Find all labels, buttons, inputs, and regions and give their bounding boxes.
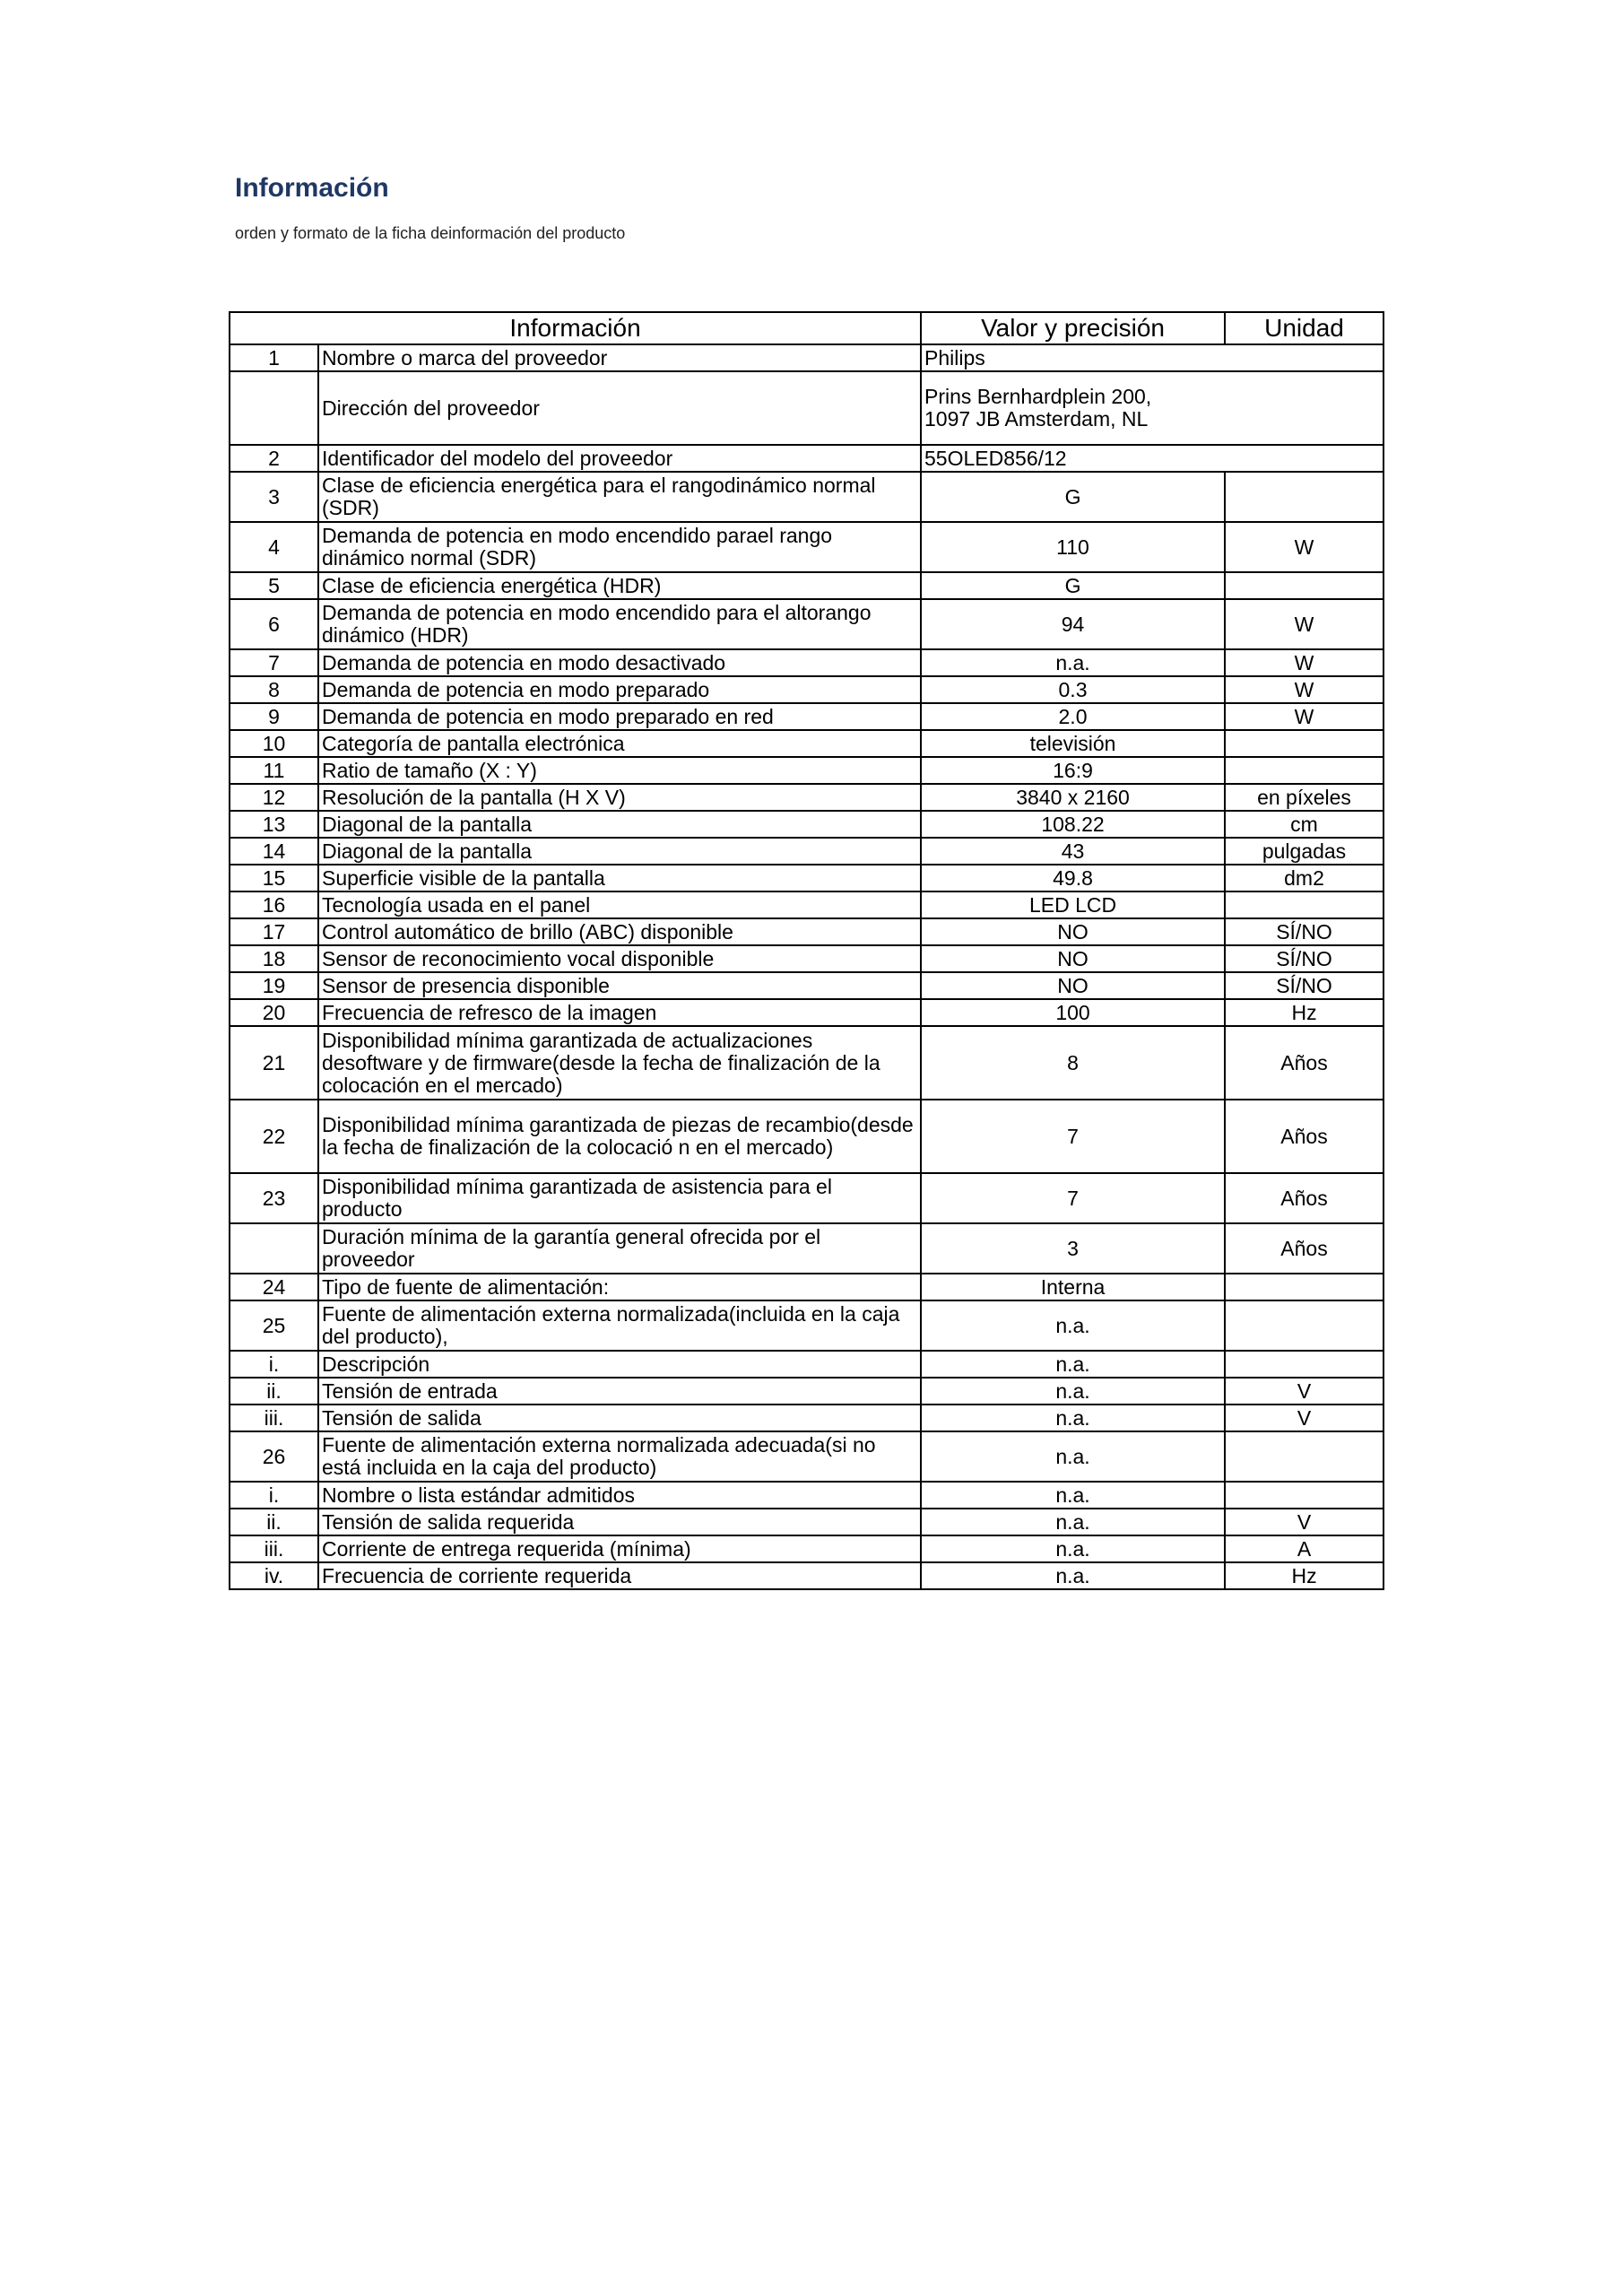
- row-value: NO: [921, 945, 1225, 972]
- row-number: 1: [230, 344, 318, 371]
- row-description: Demanda de potencia en modo desactivado: [318, 649, 921, 676]
- row-value: 2.0: [921, 703, 1225, 730]
- row-description: Disponibilidad mínima garantizada de asistencia para el producto: [318, 1173, 921, 1223]
- table-row: [230, 1026, 1383, 1100]
- row-number: 25: [230, 1300, 318, 1351]
- row-value: 94: [921, 599, 1225, 649]
- row-unit: Hz: [1225, 1562, 1383, 1589]
- row-value: n.a.: [921, 1378, 1225, 1405]
- row-unit: [1225, 1351, 1383, 1378]
- row-number: 21: [230, 1026, 318, 1100]
- row-number: iii.: [230, 1405, 318, 1431]
- product-info-table: [229, 311, 1384, 1590]
- table-row: [230, 1378, 1383, 1405]
- table-row: [230, 1405, 1383, 1431]
- row-value: 0.3: [921, 676, 1225, 703]
- row-value: Philips: [921, 344, 1383, 371]
- table-row: [230, 599, 1383, 649]
- row-description: Nombre o lista estándar admitidos: [318, 1482, 921, 1509]
- row-value: 110: [921, 522, 1225, 572]
- row-description: Diagonal de la pantalla: [318, 811, 921, 838]
- row-number: 4: [230, 522, 318, 572]
- row-description: Identificador del modelo del proveedor: [318, 445, 921, 472]
- table-row: [230, 838, 1383, 865]
- row-unit: SÍ/NO: [1225, 918, 1383, 945]
- row-value: 55OLED856/12: [921, 445, 1383, 472]
- row-number: 23: [230, 1173, 318, 1223]
- row-value: G: [921, 472, 1225, 522]
- row-number: iii.: [230, 1535, 318, 1562]
- row-number: i.: [230, 1351, 318, 1378]
- row-description: Clase de eficiencia energética para el rangodinámico normal (SDR): [318, 472, 921, 522]
- row-unit: V: [1225, 1509, 1383, 1535]
- row-unit: Años: [1225, 1026, 1383, 1100]
- row-description: Sensor de reconocimiento vocal disponible: [318, 945, 921, 972]
- row-number: 24: [230, 1274, 318, 1300]
- table-row: [230, 649, 1383, 676]
- row-value: 7: [921, 1173, 1225, 1223]
- row-description: Superficie visible de la pantalla: [318, 865, 921, 891]
- row-number: 8: [230, 676, 318, 703]
- row-number: 12: [230, 784, 318, 811]
- row-unit: en píxeles: [1225, 784, 1383, 811]
- row-value: n.a.: [921, 1300, 1225, 1351]
- row-unit: A: [1225, 1535, 1383, 1562]
- row-number: ii.: [230, 1509, 318, 1535]
- table-row: [230, 972, 1383, 999]
- table-row: [230, 371, 1383, 445]
- header-information: Información: [230, 312, 921, 344]
- row-unit: [1225, 1274, 1383, 1300]
- row-value: 3840 x 2160: [921, 784, 1225, 811]
- row-description: Fuente de alimentación externa normalizada adecuada(si no está incluida en la caja del producto): [318, 1431, 921, 1482]
- row-description: Tecnología usada en el panel: [318, 891, 921, 918]
- table-row: [230, 344, 1383, 371]
- row-number: 18: [230, 945, 318, 972]
- row-value: 43: [921, 838, 1225, 865]
- row-value: televisión: [921, 730, 1225, 757]
- row-unit: V: [1225, 1378, 1383, 1405]
- row-number: 10: [230, 730, 318, 757]
- row-number: [230, 371, 318, 445]
- table-header-row: [230, 312, 1383, 344]
- row-description: Control automático de brillo (ABC) disponible: [318, 918, 921, 945]
- row-value: n.a.: [921, 1562, 1225, 1589]
- row-description: Frecuencia de corriente requerida: [318, 1562, 921, 1589]
- row-unit: Años: [1225, 1223, 1383, 1274]
- row-value: n.a.: [921, 1482, 1225, 1509]
- row-unit: [1225, 730, 1383, 757]
- row-unit: [1225, 1300, 1383, 1351]
- row-value: 8: [921, 1026, 1225, 1100]
- row-unit: W: [1225, 676, 1383, 703]
- row-description: Clase de eficiencia energética (HDR): [318, 572, 921, 599]
- table-row: [230, 472, 1383, 522]
- page-subtitle: orden y formato de la ficha deinformación del producto: [235, 224, 626, 242]
- row-description: Categoría de pantalla electrónica: [318, 730, 921, 757]
- row-description: Resolución de la pantalla (H X V): [318, 784, 921, 811]
- row-value: 108.22: [921, 811, 1225, 838]
- row-value: NO: [921, 972, 1225, 999]
- row-unit: [1225, 472, 1383, 522]
- row-value: 3: [921, 1223, 1225, 1274]
- row-unit: cm: [1225, 811, 1383, 838]
- table-row: [230, 1223, 1383, 1274]
- table-body: [230, 344, 1383, 1589]
- table-row: [230, 676, 1383, 703]
- row-description: Frecuencia de refresco de la imagen: [318, 999, 921, 1026]
- table-row: [230, 811, 1383, 838]
- row-description: Fuente de alimentación externa normalizada(incluida en la caja del producto),: [318, 1300, 921, 1351]
- row-value: n.a.: [921, 1535, 1225, 1562]
- row-description: Ratio de tamaño (X : Y): [318, 757, 921, 784]
- row-value: n.a.: [921, 1431, 1225, 1482]
- row-number: 11: [230, 757, 318, 784]
- table-row: [230, 1509, 1383, 1535]
- row-value: n.a.: [921, 1509, 1225, 1535]
- table-row: [230, 1100, 1383, 1173]
- row-unit: W: [1225, 522, 1383, 572]
- row-number: 26: [230, 1431, 318, 1482]
- row-value: LED LCD: [921, 891, 1225, 918]
- table-row: [230, 445, 1383, 472]
- row-description: Tensión de salida requerida: [318, 1509, 921, 1535]
- row-unit: Años: [1225, 1100, 1383, 1173]
- row-value: 100: [921, 999, 1225, 1026]
- table-row: [230, 730, 1383, 757]
- row-description: Dirección del proveedor: [318, 371, 921, 445]
- row-unit: [1225, 891, 1383, 918]
- row-description: Demanda de potencia en modo preparado en red: [318, 703, 921, 730]
- row-unit: [1225, 572, 1383, 599]
- row-description: Tensión de entrada: [318, 1378, 921, 1405]
- row-description: Diagonal de la pantalla: [318, 838, 921, 865]
- row-description: Tipo de fuente de alimentación:: [318, 1274, 921, 1300]
- row-number: 7: [230, 649, 318, 676]
- row-number: i.: [230, 1482, 318, 1509]
- address-line: 1097 JB Amsterdam, NL: [924, 407, 1149, 430]
- row-unit: [1225, 1431, 1383, 1482]
- row-description: Demanda de potencia en modo encendido para el altorango dinámico (HDR): [318, 599, 921, 649]
- table-row: [230, 757, 1383, 784]
- row-unit: SÍ/NO: [1225, 945, 1383, 972]
- table-row: [230, 1431, 1383, 1482]
- row-value: 7: [921, 1100, 1225, 1173]
- table-row: [230, 1535, 1383, 1562]
- row-unit: pulgadas: [1225, 838, 1383, 865]
- row-description: Descripción: [318, 1351, 921, 1378]
- header-unit: Unidad: [1225, 312, 1383, 344]
- row-unit: Años: [1225, 1173, 1383, 1223]
- table-row: [230, 1351, 1383, 1378]
- table-row: [230, 784, 1383, 811]
- row-description: Disponibilidad mínima garantizada de piezas de recambio(desde la fecha de finalización de la colocació n en el mercado): [318, 1100, 921, 1173]
- row-description: Duración mínima de la garantía general ofrecida por el proveedor: [318, 1223, 921, 1274]
- row-number: 15: [230, 865, 318, 891]
- address-line: Prins Bernhardplein 200,: [924, 385, 1152, 408]
- row-value: n.a.: [921, 1405, 1225, 1431]
- row-unit: V: [1225, 1405, 1383, 1431]
- row-description: Disponibilidad mínima garantizada de actualizaciones desoftware y de firmware(desde la fecha de finalización de la colocación en el mercado): [318, 1026, 921, 1100]
- row-description: Demanda de potencia en modo preparado: [318, 676, 921, 703]
- table-row: [230, 945, 1383, 972]
- row-number: 20: [230, 999, 318, 1026]
- table-row: [230, 1300, 1383, 1351]
- table-row: [230, 865, 1383, 891]
- row-unit: SÍ/NO: [1225, 972, 1383, 999]
- row-number: 2: [230, 445, 318, 472]
- row-value: G: [921, 572, 1225, 599]
- row-value: NO: [921, 918, 1225, 945]
- row-unit: W: [1225, 703, 1383, 730]
- header-value: Valor y precisión: [921, 312, 1225, 344]
- row-number: 14: [230, 838, 318, 865]
- table-row: [230, 999, 1383, 1026]
- row-value: Interna: [921, 1274, 1225, 1300]
- row-description: Tensión de salida: [318, 1405, 921, 1431]
- table-row: [230, 1274, 1383, 1300]
- table-row: [230, 1562, 1383, 1589]
- supplier-address: [921, 371, 1383, 445]
- row-description: Nombre o marca del proveedor: [318, 344, 921, 371]
- table-row: [230, 1482, 1383, 1509]
- row-value: 49.8: [921, 865, 1225, 891]
- row-unit: [1225, 1482, 1383, 1509]
- row-number: 6: [230, 599, 318, 649]
- table-row: [230, 572, 1383, 599]
- table-row: [230, 522, 1383, 572]
- row-unit: W: [1225, 649, 1383, 676]
- row-description: Sensor de presencia disponible: [318, 972, 921, 999]
- row-number: 13: [230, 811, 318, 838]
- row-description: Corriente de entrega requerida (mínima): [318, 1535, 921, 1562]
- row-unit: W: [1225, 599, 1383, 649]
- row-number: 19: [230, 972, 318, 999]
- row-unit: Hz: [1225, 999, 1383, 1026]
- row-number: 17: [230, 918, 318, 945]
- row-value: n.a.: [921, 1351, 1225, 1378]
- row-number: 3: [230, 472, 318, 522]
- table-row: [230, 1173, 1383, 1223]
- row-unit: [1225, 757, 1383, 784]
- table-row: [230, 918, 1383, 945]
- row-number: 22: [230, 1100, 318, 1173]
- page-title: Información: [235, 173, 389, 203]
- row-unit: dm2: [1225, 865, 1383, 891]
- table-row: [230, 703, 1383, 730]
- row-number: 9: [230, 703, 318, 730]
- row-description: Demanda de potencia en modo encendido parael rango dinámico normal (SDR): [318, 522, 921, 572]
- row-number: [230, 1223, 318, 1274]
- row-number: iv.: [230, 1562, 318, 1589]
- row-number: 5: [230, 572, 318, 599]
- row-value: n.a.: [921, 649, 1225, 676]
- table-row: [230, 891, 1383, 918]
- row-number: 16: [230, 891, 318, 918]
- row-number: ii.: [230, 1378, 318, 1405]
- row-value: 16:9: [921, 757, 1225, 784]
